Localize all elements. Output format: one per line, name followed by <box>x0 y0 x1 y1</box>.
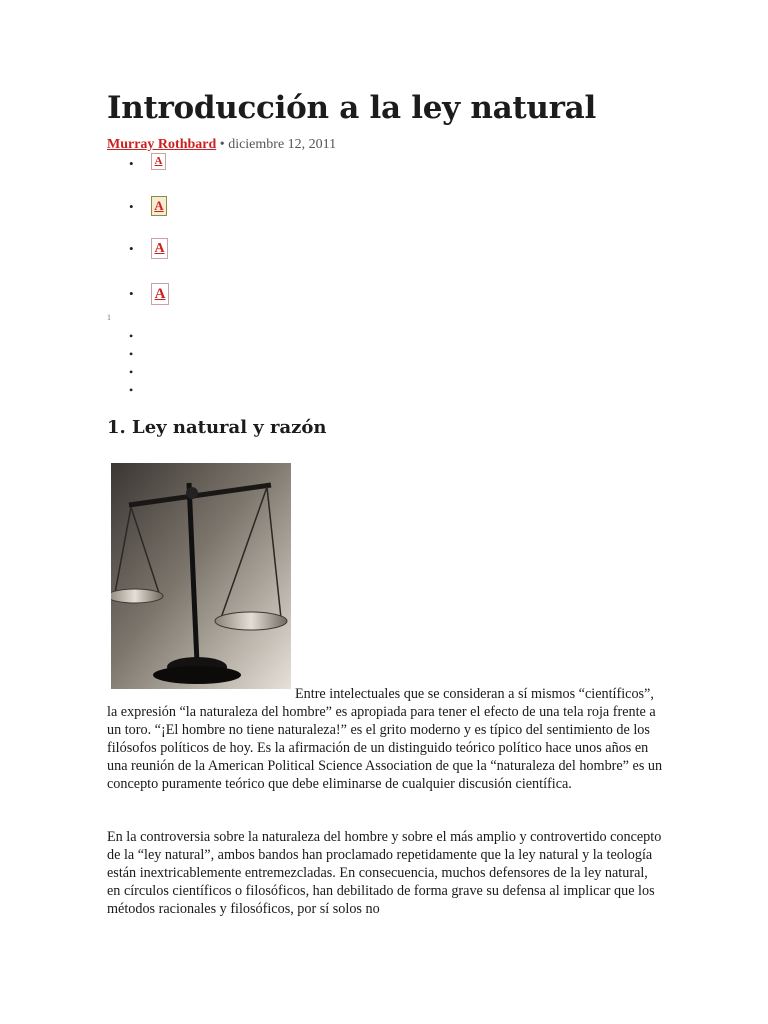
share-list <box>129 329 133 401</box>
author-link[interactable]: Murray Rothbard <box>107 137 217 152</box>
balance-scale-image <box>111 463 291 689</box>
byline-separator: • <box>219 137 225 152</box>
paragraph-1 <box>107 685 663 793</box>
list-item: • <box>129 383 134 397</box>
bullet: • <box>129 199 134 214</box>
bullet: • <box>129 286 134 301</box>
section-heading: 1. Ley natural y razón <box>107 417 327 438</box>
bullet: • <box>129 156 134 171</box>
bullet: • <box>129 241 134 256</box>
list-item: • <box>129 347 134 361</box>
publish-date: diciembre 12, 2011 <box>228 137 337 152</box>
font-size-small-button[interactable]: A <box>151 196 167 216</box>
font-size-smallest-button[interactable]: A <box>151 153 166 170</box>
page-number: 1 <box>107 313 111 322</box>
article-title: Introducción a la ley natural <box>107 90 596 126</box>
paragraph-2: En la controversia sobre la naturaleza del hombre y sobre el más amplio y controvertido concepto de la “ley natural”, ambos bandos han proclamado repetidamente que la ley natural y la teología están inextricablemente entremezcladas. En consecuencia, muchos defensores de la ley natural, en círculos científicos o filosóficos, han debilitado de forma grave su defensa al implicar que los métodos racionales y filosóficos, por sí solos no <box>107 829 662 917</box>
font-size-large-button[interactable]: A <box>151 283 169 305</box>
byline <box>107 136 336 154</box>
paragraph-1-text: Entre intelectuales que se consideran a sí mismos “científicos”, la expresión “la naturaleza del hombre” es apropiada para tener el efecto de una tela roja frente a un toro. “¡El hombre no tiene naturaleza!” es el grito moderno y es típico del sentimiento de los filósofos políticos de hoy. Es la afirmación de un distinguido teórico político hace unos años en una reunión de la American Political Science Association de que la “naturaleza del hombre” es un concepto puramente teórico que debe eliminarse de cualquier discusión científica. <box>107 686 663 792</box>
balance-scale-icon <box>111 463 291 689</box>
font-size-medium-button[interactable]: A <box>151 238 168 259</box>
list-item: • <box>129 329 134 343</box>
list-item: • <box>129 365 134 379</box>
